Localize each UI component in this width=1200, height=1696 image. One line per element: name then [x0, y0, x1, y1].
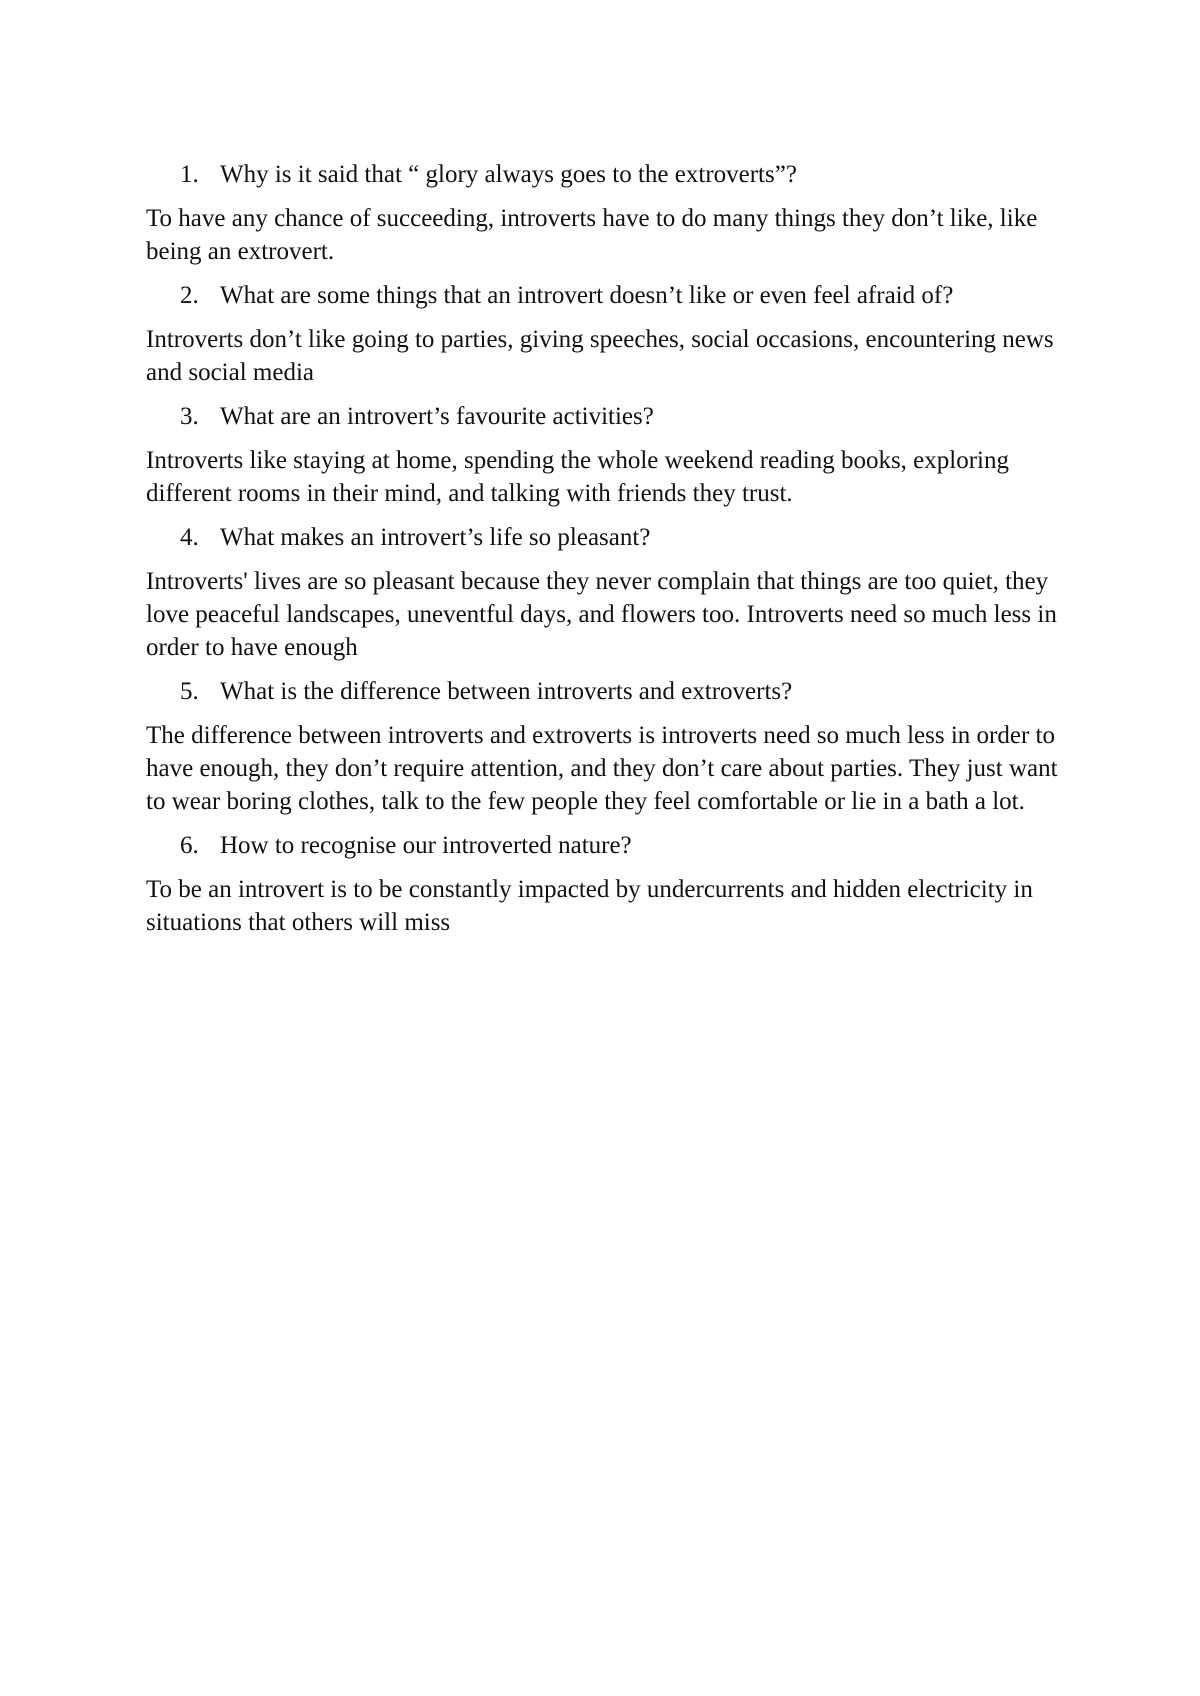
- qa-item: [146, 158, 1066, 268]
- question: [146, 279, 1066, 312]
- answer-text: Introverts don’t like going to parties, giving speeches, social occasions, encountering news and social media: [146, 326, 1054, 386]
- question: [146, 521, 1066, 554]
- qa-item: [146, 400, 1066, 510]
- qa-list: [146, 158, 1066, 950]
- answer-text: To have any chance of succeeding, introverts have to do many things they don’t like, like being an extrovert.: [146, 205, 1038, 265]
- question: [146, 675, 1066, 708]
- answer-text: To be an introvert is to be constantly impacted by undercurrents and hidden electricity in situations that others will miss: [146, 876, 1033, 936]
- qa-item: [146, 521, 1066, 664]
- question-text: Why is it said that “ glory always goes to the extroverts”?: [220, 161, 797, 188]
- question-number: 2.: [180, 282, 199, 309]
- question-number: 1.: [180, 161, 199, 188]
- qa-item: [146, 829, 1066, 939]
- question-number: 6.: [180, 832, 199, 859]
- question-number: 3.: [180, 403, 199, 430]
- qa-item: [146, 675, 1066, 818]
- answer-text: Introverts' lives are so pleasant because they never complain that things are too quiet, they love peaceful landscapes, uneventful days, and flowers too. Introverts need so much less in order to have enough: [146, 568, 1057, 661]
- question: [146, 829, 1066, 862]
- qa-item: [146, 279, 1066, 389]
- answer-text: Introverts like staying at home, spending the whole weekend reading books, exploring different rooms in their mind, and talking with friends they trust.: [146, 447, 1009, 507]
- question-text: What makes an introvert’s life so pleasant?: [220, 524, 651, 551]
- question-number: 5.: [180, 678, 199, 705]
- question-text: What are an introvert’s favourite activities?: [220, 403, 654, 430]
- question-text: How to recognise our introverted nature?: [220, 832, 632, 859]
- question-number: 4.: [180, 524, 199, 551]
- question: [146, 400, 1066, 433]
- question-text: What is the difference between introverts and extroverts?: [220, 678, 793, 705]
- question: [146, 158, 1066, 191]
- answer-text: The difference between introverts and extroverts is introverts need so much less in order to have enough, they don’t require attention, and they don’t care about parties. They just want to wear boring clothes, talk to the few people they feel comfortable or lie in a bath a lot.: [146, 722, 1058, 815]
- question-text: What are some things that an introvert doesn’t like or even feel afraid of?: [220, 282, 954, 309]
